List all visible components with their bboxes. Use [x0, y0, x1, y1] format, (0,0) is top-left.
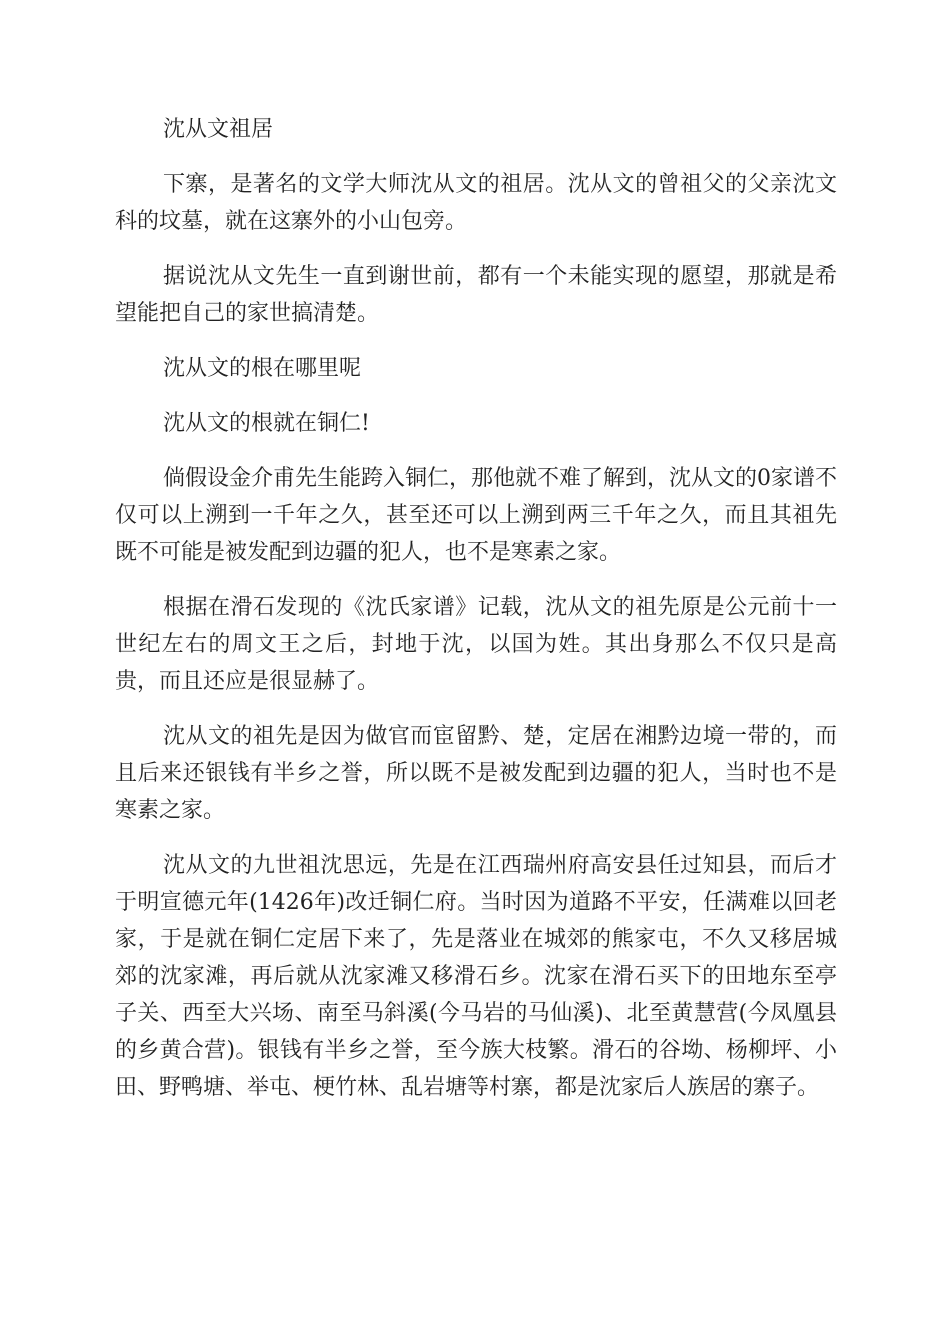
paragraph-8: 沈从文的九世祖沈思远，先是在江西瑞州府高安县任过知县，而后才于明宣德元年(1426年)改迁铜仁府。当时因为道路不平安，任满难以回老家，于是就在铜仁定居下来了，先是落业在城郊的熊家屯，不久又移居城郊的沈家滩，再后就从沈家滩又移滑石乡。沈家在滑石买下的田地东至亭子关、西至大兴场、南至马斜溪(今马岩的马仙溪)、北至黄慧营(今凤凰县的乡黄合营)。银钱有半乡之誉，至今族大枝繁。滑石的谷坳、杨柳坪、小田、野鸭塘、举屯、梗竹林、乱岩塘等村寨，都是沈家后人族居的寨子。 — [115, 853, 837, 1100]
document-title: 沈从文祖居 — [163, 117, 274, 142]
document-page — [115, 111, 837, 1106]
paragraph-7: 沈从文的祖先是因为做官而宦留黔、楚，定居在湘黔边境一带的，而且后来还银钱有半乡之誉，所以既不是被发配到边疆的犯人，当时也不是寒素之家。 — [115, 724, 837, 823]
paragraph-6: 根据在滑石发现的《沈氏家谱》记载，沈从文的祖先原是公元前十一世纪左右的周文王之后，封地于沈，以国为姓。其出身那么不仅只是高贵，而且还应是很显赫了。 — [115, 595, 837, 694]
paragraph-5: 倘假设金介甫先生能跨入铜仁，那他就不难了解到，沈从文的0家谱不仅可以上溯到一千年之久，甚至还可以上溯到两三千年之久，而且其祖先既不可能是被发配到边疆的犯人，也不是寒素之家。 — [115, 466, 837, 565]
paragraph-2: 据说沈从文先生一直到谢世前，都有一个未能实现的愿望，那就是希望能把自己的家世搞清楚。 — [115, 264, 837, 326]
paragraph-4: 沈从文的根就在铜仁! — [163, 411, 370, 436]
paragraph-1: 下寨，是著名的文学大师沈从文的祖居。沈从文的曾祖父的父亲沈文科的坟墓，就在这寨外的小山包旁。 — [115, 172, 837, 234]
paragraph-3: 沈从文的根在哪里呢 — [163, 356, 362, 381]
